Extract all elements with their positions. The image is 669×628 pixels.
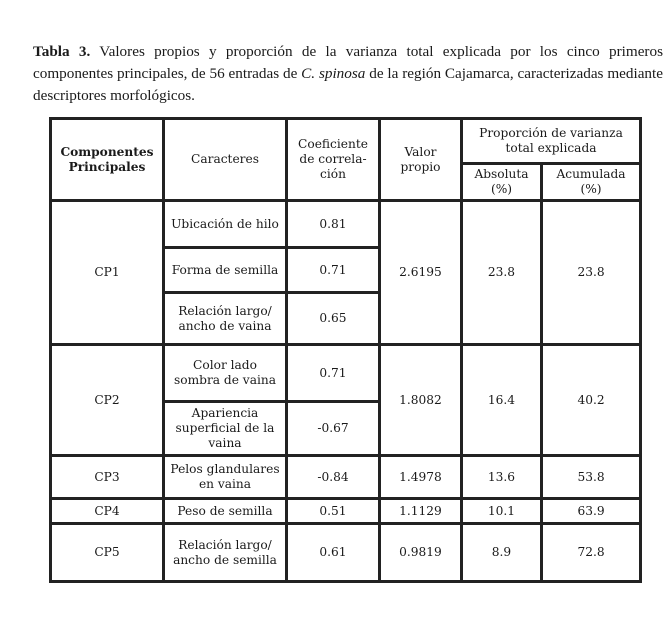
- absoluta-cell: 8.9: [462, 524, 542, 582]
- pca-table: [49, 117, 642, 583]
- valor-propio-cell: 1.4978: [380, 456, 462, 499]
- header-acumulada: Acumulada (%): [542, 164, 641, 201]
- table-row: [51, 499, 641, 524]
- acumulada-cell: 72.8: [542, 524, 641, 582]
- header-componentes: Componentes Principales: [51, 119, 164, 201]
- caption-species: C. spinosa: [301, 65, 366, 82]
- header-absoluta: Absoluta (%): [462, 164, 542, 201]
- header-caracteres: Caracteres: [164, 119, 287, 201]
- table-row: [51, 345, 641, 402]
- table-row: [51, 524, 641, 582]
- table-body: [51, 201, 641, 582]
- coef-cell: 0.51: [287, 499, 380, 524]
- absoluta-cell: 10.1: [462, 499, 542, 524]
- character-cell: Relación largo/ ancho de semilla: [164, 524, 287, 582]
- absoluta-cell: 23.8: [462, 201, 542, 345]
- valor-propio-cell: 2.6195: [380, 201, 462, 345]
- character-cell: Ubicación de hilo: [164, 201, 287, 248]
- coef-cell: 0.71: [287, 248, 380, 293]
- valor-propio-cell: 1.1129: [380, 499, 462, 524]
- component-cell: CP1: [51, 201, 164, 345]
- caption-label: Tabla 3.: [33, 43, 91, 60]
- character-cell: Relación largo/ ancho de vaina: [164, 293, 287, 345]
- component-cell: CP4: [51, 499, 164, 524]
- valor-propio-cell: 1.8082: [380, 345, 462, 456]
- table-header: [51, 119, 641, 201]
- acumulada-cell: 63.9: [542, 499, 641, 524]
- component-cell: CP5: [51, 524, 164, 582]
- character-cell: Apariencia superficial de la vaina: [164, 402, 287, 456]
- absoluta-cell: 13.6: [462, 456, 542, 499]
- acumulada-cell: 23.8: [542, 201, 641, 345]
- character-cell: Color lado sombra de vaina: [164, 345, 287, 402]
- valor-propio-cell: 0.9819: [380, 524, 462, 582]
- character-cell: Pelos glandulares en vaina: [164, 456, 287, 499]
- table-caption: [33, 41, 663, 107]
- caption-text: Valores propios y proporción de la varianza total explicada por los cinco primeros componentes principales, de 56 entradas de: [33, 43, 663, 82]
- coef-cell: 0.61: [287, 524, 380, 582]
- caption-text-end: de la región Cajamarca, caracterizadas mediante descriptores morfológicos.: [33, 65, 663, 104]
- header-valor-propio: Valor propio: [380, 119, 462, 201]
- coef-cell: 0.71: [287, 345, 380, 402]
- coef-cell: 0.65: [287, 293, 380, 345]
- table-row: [51, 456, 641, 499]
- component-cell: CP2: [51, 345, 164, 456]
- component-cell: CP3: [51, 456, 164, 499]
- character-cell: Forma de semilla: [164, 248, 287, 293]
- coef-cell: 0.81: [287, 201, 380, 248]
- table-row: [51, 201, 641, 248]
- coef-cell: -0.67: [287, 402, 380, 456]
- acumulada-cell: 53.8: [542, 456, 641, 499]
- coef-cell: -0.84: [287, 456, 380, 499]
- absoluta-cell: 16.4: [462, 345, 542, 456]
- header-coeficiente: Coeficiente de correla-ción: [287, 119, 380, 201]
- header-proporcion: Proporción de varianza total explicada: [462, 119, 641, 164]
- character-cell: Peso de semilla: [164, 499, 287, 524]
- acumulada-cell: 40.2: [542, 345, 641, 456]
